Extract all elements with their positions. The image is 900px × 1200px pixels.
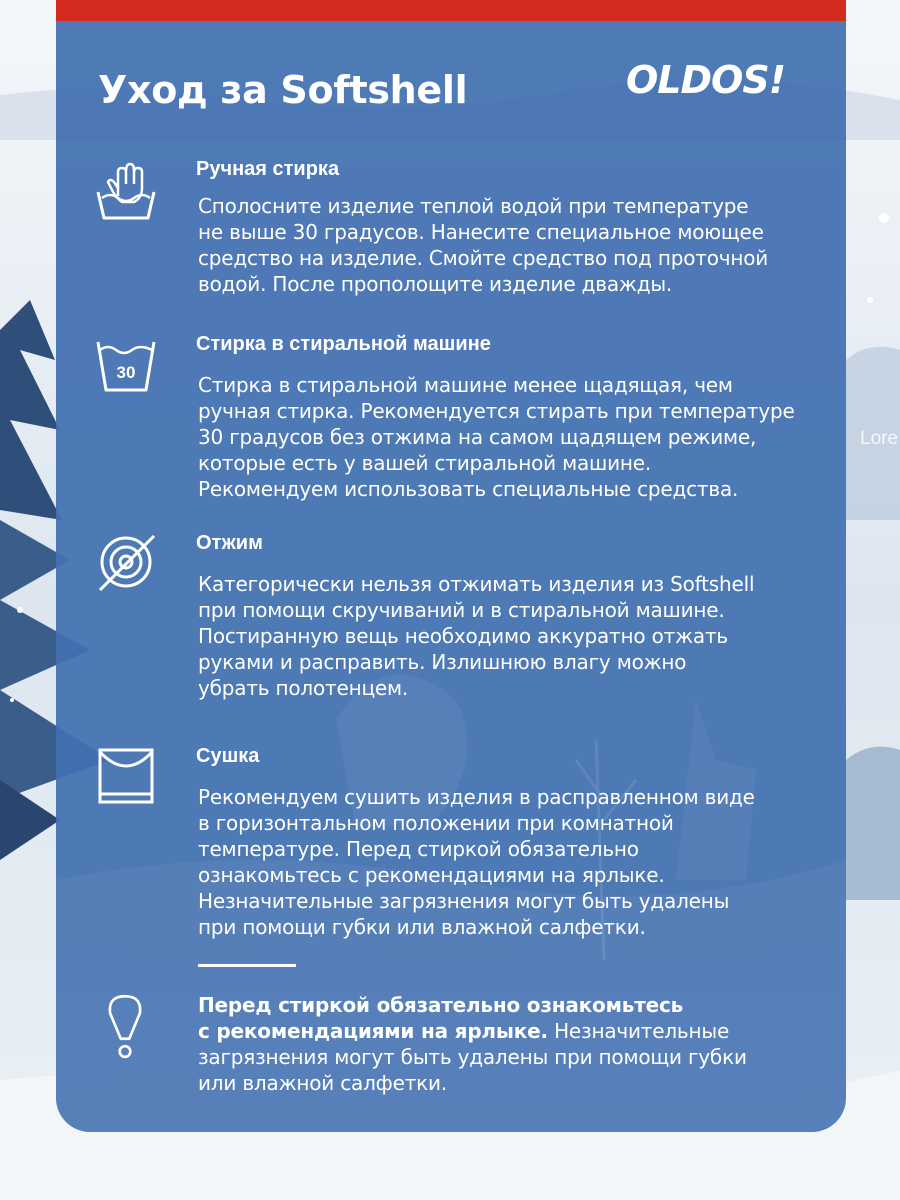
machine-wash-30-icon bbox=[94, 332, 158, 396]
section-title: Отжим bbox=[196, 532, 263, 554]
dry-flat-icon bbox=[94, 744, 158, 808]
exclamation-icon bbox=[100, 992, 150, 1060]
card-scene-overlay bbox=[56, 0, 846, 1132]
section-body: Сполосните изделие теплой водой при температуре не выше 30 градусов. Нанесите специальное моющее средство на изделие. Смойте средство под проточной водой. После прополощите изделие дважды. bbox=[198, 194, 769, 296]
no-wring-icon bbox=[94, 530, 158, 594]
side-text: Lore bbox=[860, 428, 899, 449]
section-title: Сушка bbox=[196, 745, 260, 767]
section-body: Рекомендуем сушить изделия в расправленном виде в горизонтальном положении при комнатной температуре. Перед стиркой обязательно ознакомьтесь с рекомендациями на ярлыке. Незначительные загрязнения могут быть удалены при помощи губки или влажной салфетки. bbox=[198, 785, 755, 939]
section-body: Стирка в стиральной машине менее щадящая, чем ручная стирка. Рекомендуется стирать при температуре 30 градусов без отжима на самом щадящем режиме, которые есть у вашей стиральной машине. Рекомендуем использовать специальные средства. bbox=[198, 373, 795, 501]
brand-logo: OLDOS! bbox=[626, 58, 786, 102]
important-note: Перед стиркой обязательно ознакомьтесь с рекомендациями на ярлыке. Незначительные загрязнения могут быть удалены при помощи губки или влажной салфетки. bbox=[198, 993, 747, 1095]
care-card bbox=[56, 0, 846, 1132]
hand-wash-icon bbox=[94, 158, 158, 222]
temperature-label: 30 bbox=[116, 363, 136, 382]
divider bbox=[198, 964, 296, 967]
page-title: Уход за Softshell bbox=[98, 68, 468, 112]
section-title: Ручная стирка bbox=[196, 158, 340, 180]
section-title: Стирка в стиральной машине bbox=[196, 333, 491, 355]
section-body: Категорически нельзя отжимать изделия из Softshell при помощи скручиваний и в стиральной машине. Постиранную вещь необходимо аккуратно отжать руками и расправить. Излишнюю влагу можно убрать полотенцем. bbox=[198, 572, 755, 700]
